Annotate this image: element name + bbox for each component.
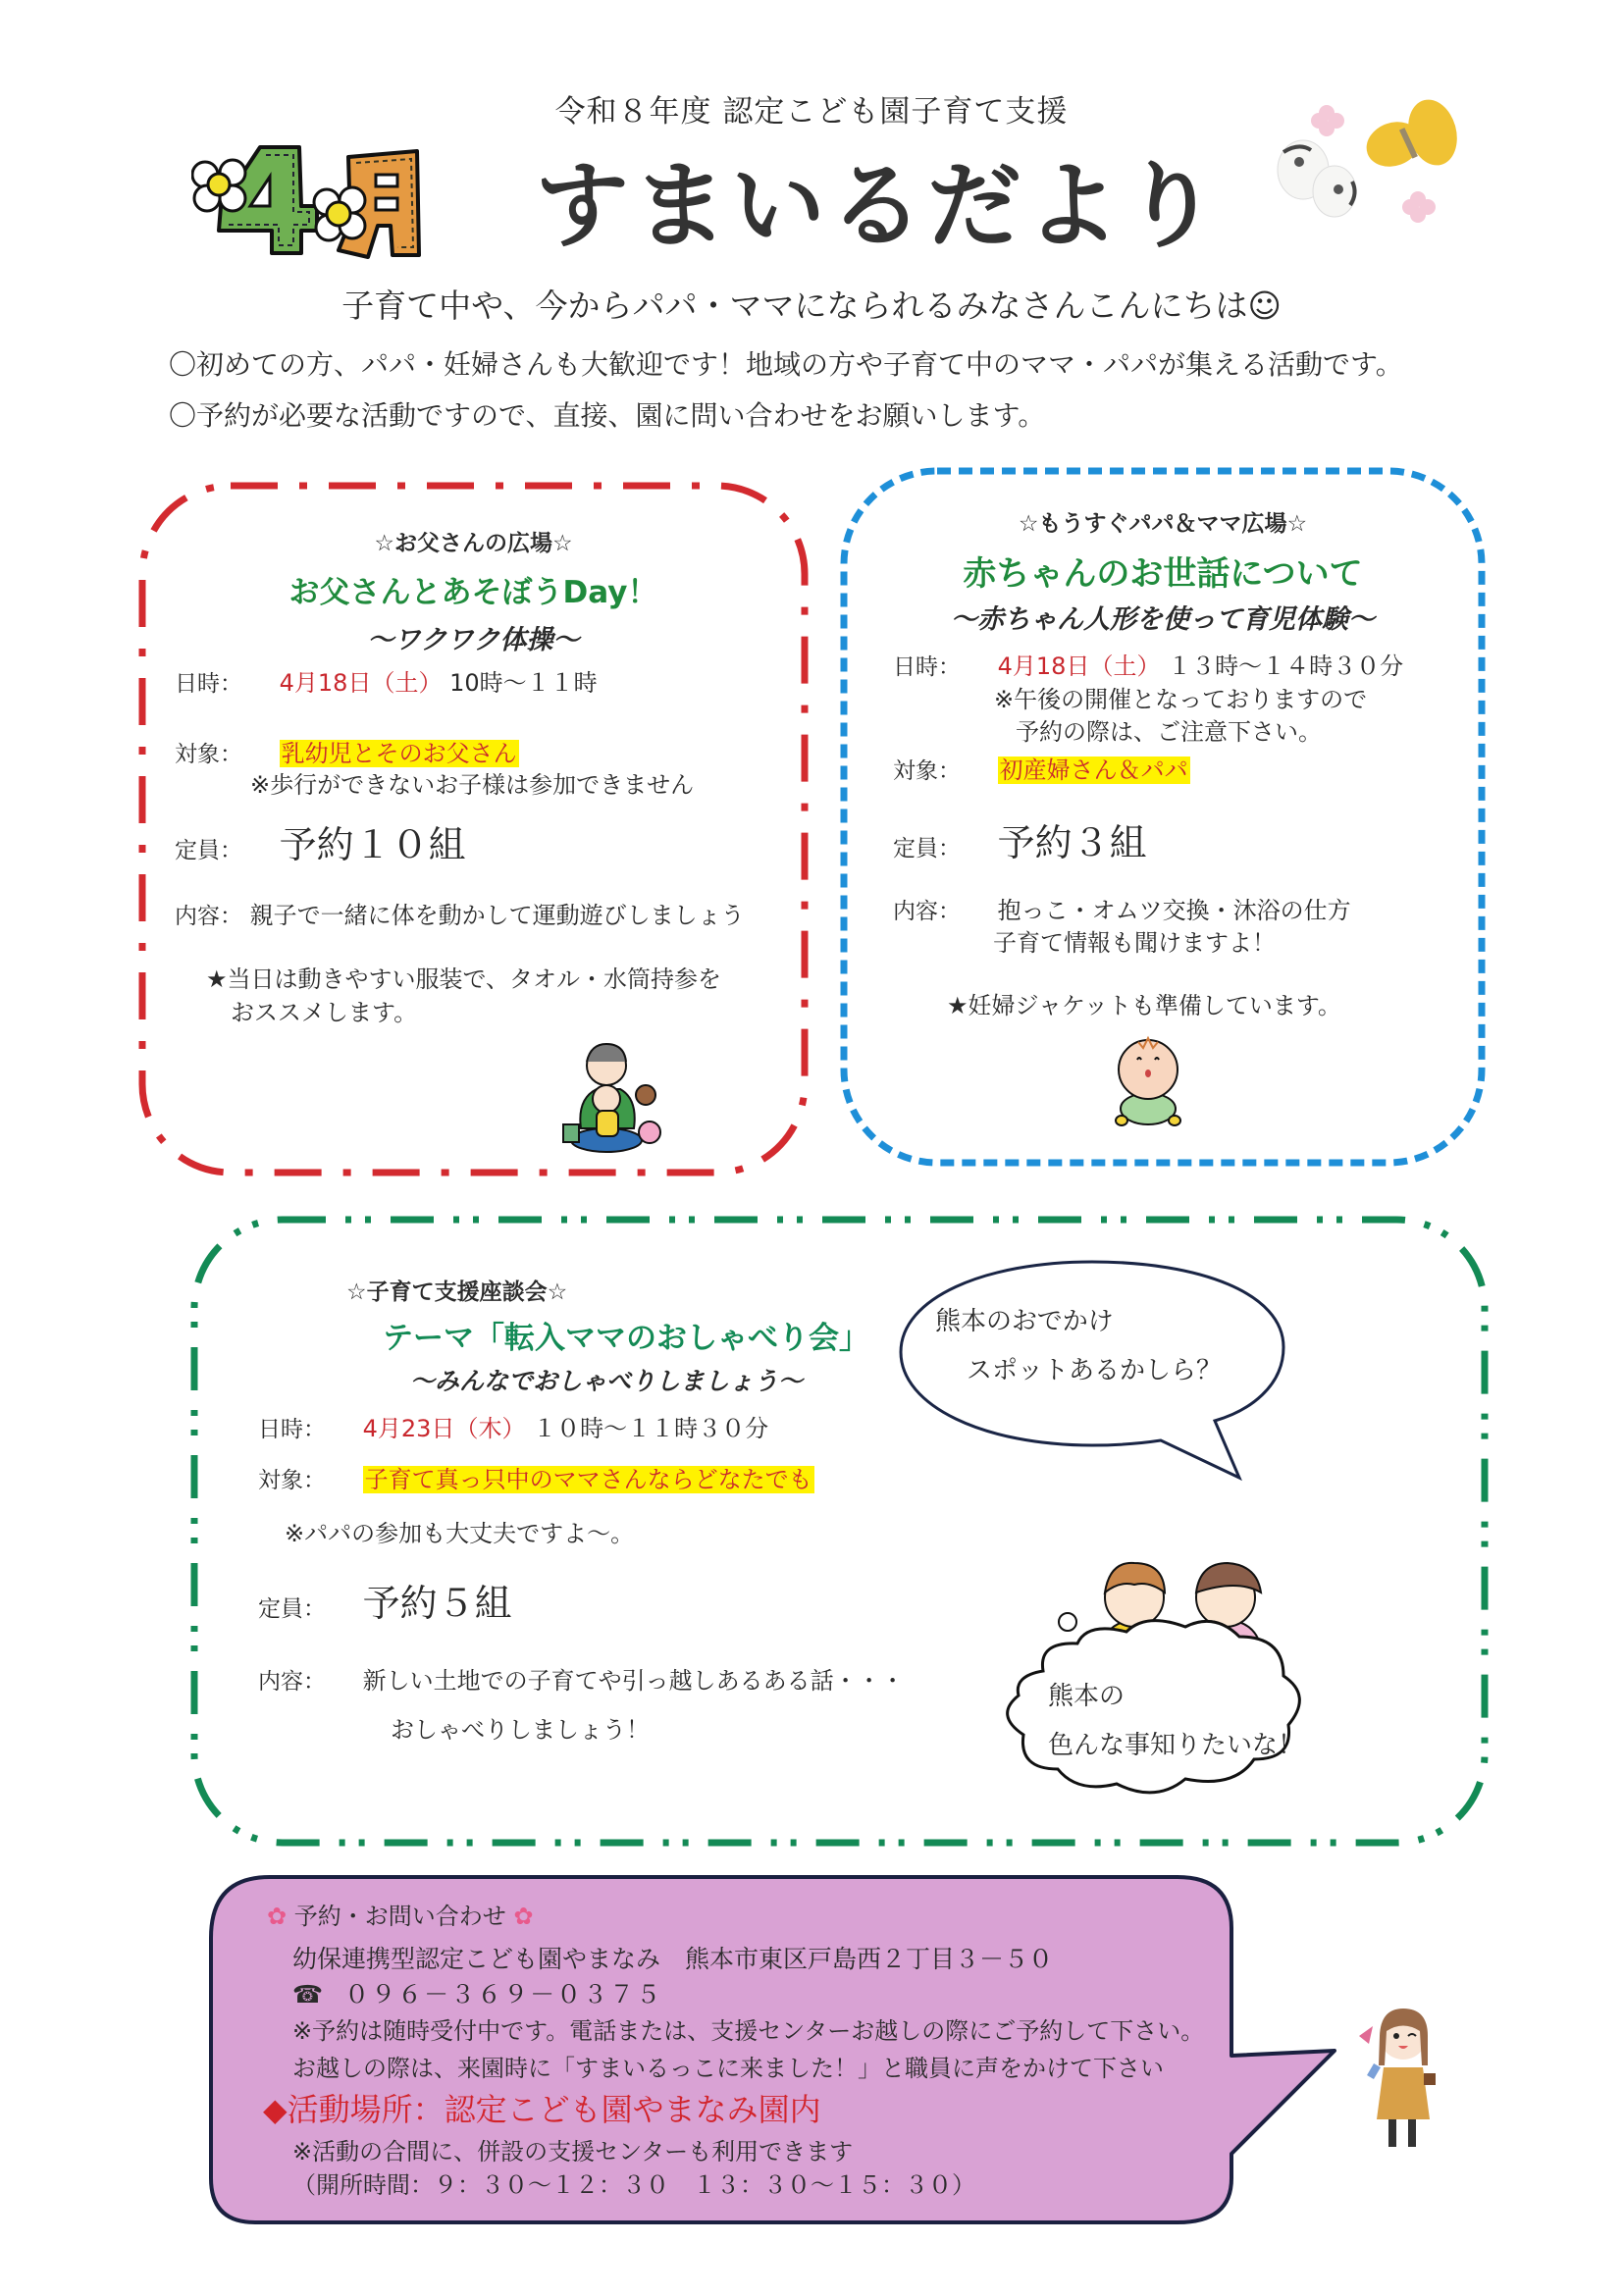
event-date-row [893, 647, 1403, 681]
event-content-line-2: 子育て情報も聞けますよ！ [993, 929, 1276, 957]
event-target: 子育て真っ只中のママさんならどなたでも [364, 1466, 812, 1493]
contact-facility: 幼保連携型認定こども園やまなみ 熊本市東区戸島西２丁目３－５０ [292, 1945, 1054, 1973]
month-badge-art-icon [191, 137, 442, 260]
event-headline: お父さんとあそぼうDay！ [288, 575, 658, 610]
event-capacity: 予約３組 [997, 821, 1147, 864]
capacity-label: 定員： [175, 838, 242, 863]
date-label: 日時： [175, 671, 242, 697]
event-target-row [175, 734, 519, 768]
event-capacity-row [175, 814, 466, 868]
thought-cloud-line-2: 色んな事知りたいな！ [1048, 1731, 1304, 1760]
event-content-line-1: 抱っこ・オムツ交換・沐浴の仕方 [997, 897, 1351, 924]
event-headline: 赤ちゃんのお世話について [963, 554, 1363, 594]
sakura-flower-icon: ✿ [267, 1903, 288, 1930]
event-date: 4月18日（土） [279, 669, 443, 697]
event-date: 4月23日（木） [362, 1415, 526, 1442]
event-date: 4月18日（土） [997, 652, 1161, 680]
event-capacity-row [258, 1573, 512, 1627]
event-subhead: ～ワクワク体操～ [367, 625, 580, 655]
capacity-label: 定員： [893, 836, 961, 861]
thought-cloud-line-1: 熊本の [1048, 1682, 1126, 1711]
sakura-flower-icon: ✿ [513, 1903, 534, 1930]
activity-place: ◆活動場所：認定こども園やまなみ園内 [263, 2091, 821, 2128]
target-label: 対象： [175, 742, 242, 767]
event-kicker: ☆子育て支援座談会☆ [346, 1279, 568, 1305]
contact-reservation-note: ※予約は随時受付中です。電話または、支援センターお越しの際にご予約して下さい。 [292, 2017, 1205, 2045]
contact-phone[interactable]: ０９６－３６９－０３７５ [344, 1980, 663, 2009]
month-badge [191, 137, 442, 260]
event-content-row [258, 1661, 905, 1696]
event-subhead: ～赤ちゃん人形を使って育児体験～ [951, 604, 1375, 635]
event-target-row [258, 1460, 814, 1494]
event-card-baby-care [839, 466, 1487, 1168]
phone-icon: ☎ [292, 1980, 324, 2009]
center-hours: （開所時間：９：３０～１２：３０ １３：３０～１５：３０） [292, 2171, 975, 2199]
event-card-father [137, 481, 810, 1177]
target-label: 対象： [258, 1468, 326, 1493]
event-date-note-2: 予約の際は、ご注意下さい。 [1016, 718, 1322, 746]
date-label: 日時： [258, 1417, 326, 1442]
event-capacity-row [893, 812, 1147, 866]
contact-panel [196, 1869, 1354, 2232]
contact-phone-row [292, 1975, 662, 2010]
capacity-label: 定員： [258, 1596, 326, 1622]
event-time: １３時～１４時３０分 [1168, 652, 1404, 680]
event-target-note: ※歩行ができないお子様は参加できません [250, 771, 695, 799]
event-kicker: ☆お父さんの広場☆ [374, 531, 573, 556]
contact-heading-row [267, 1897, 534, 1931]
thought-cloud-icon [989, 1612, 1323, 1808]
contact-visit-note: お越しの際は、来園時に「すまいるっこに来ました！」と職員に声をかけて下さい [292, 2055, 1164, 2082]
event-date-note-1: ※午後の開催となっておりますので [994, 686, 1368, 713]
event-content-row [893, 891, 1351, 925]
event-note-line-1: ★当日は動きやすい服装で、タオル・水筒持参を [206, 965, 722, 993]
event-note-line-2: おススメします。 [231, 999, 418, 1026]
event-content-row [175, 896, 745, 930]
event-note: ★妊婦ジャケットも準備しています。 [947, 992, 1341, 1019]
butterflies-illustration [1276, 83, 1511, 231]
content-label: 内容： [175, 904, 242, 929]
event-target: 初産婦さん＆パパ [999, 757, 1188, 784]
event-time: 10時～１１時 [449, 669, 598, 697]
intro-line-1: 〇初めての方、パパ・妊婦さんも大歓迎です！地域の方や子育て中のママ・パパが集える活動です。 [169, 348, 1403, 381]
intro-line-2: 〇予約が必要な活動ですので、直接、園に問い合わせをお願いします。 [169, 399, 1046, 432]
event-target-note: ※パパの参加も大丈夫ですよ～。 [285, 1520, 635, 1547]
event-subhead: ～みんなでおしゃべりしましょう～ [410, 1367, 804, 1395]
event-content-line-1: 新しい土地での子育てや引っ越しあるある話・・・ [362, 1667, 905, 1695]
baby-illustration-icon [1104, 1030, 1192, 1128]
event-content: 親子で一緒に体を動かして運動遊びしましょう [249, 902, 745, 929]
center-note: ※活動の合間に、併設の支援センターも利用できます [292, 2138, 854, 2166]
staff-girl-illustration-icon [1359, 1997, 1442, 2159]
speech-bubble-line-2: スポットあるかしら？ [967, 1356, 1223, 1385]
date-label: 日時： [893, 654, 961, 680]
event-content-line-2: おしゃべりしましょう！ [391, 1716, 650, 1744]
content-label: 内容： [258, 1669, 326, 1695]
contact-heading: 予約・お問い合わせ [293, 1903, 506, 1930]
target-label: 対象： [893, 758, 961, 784]
event-card-talk [189, 1215, 1490, 1848]
event-capacity: 予約１０組 [279, 823, 466, 866]
event-kicker: ☆もうすぐパパ＆ママ広場☆ [1018, 511, 1308, 537]
newsletter-subtitle: 令和８年度 認定こども園子育て支援 [554, 94, 1069, 130]
event-target-row [893, 751, 1190, 785]
event-date-row [175, 663, 598, 698]
greeting-text: 子育て中や、今からパパ・ママになられるみなさんこんにちは☺ [341, 287, 1282, 325]
event-target: 乳幼児とそのお父さん [281, 740, 517, 767]
event-date-row [258, 1409, 768, 1443]
butterfly-icon [1276, 83, 1511, 231]
content-label: 内容： [893, 899, 961, 924]
page-title: すまいるだより [535, 151, 1222, 261]
event-time: １０時～１１時３０分 [533, 1415, 769, 1442]
event-headline: テーマ「転入ママのおしゃべり会」 [383, 1321, 869, 1356]
speech-bubble-line-1: 熊本のおでかけ [935, 1307, 1114, 1336]
event-capacity: 予約５組 [362, 1582, 512, 1625]
father-baby-illustration-icon [548, 1030, 675, 1158]
